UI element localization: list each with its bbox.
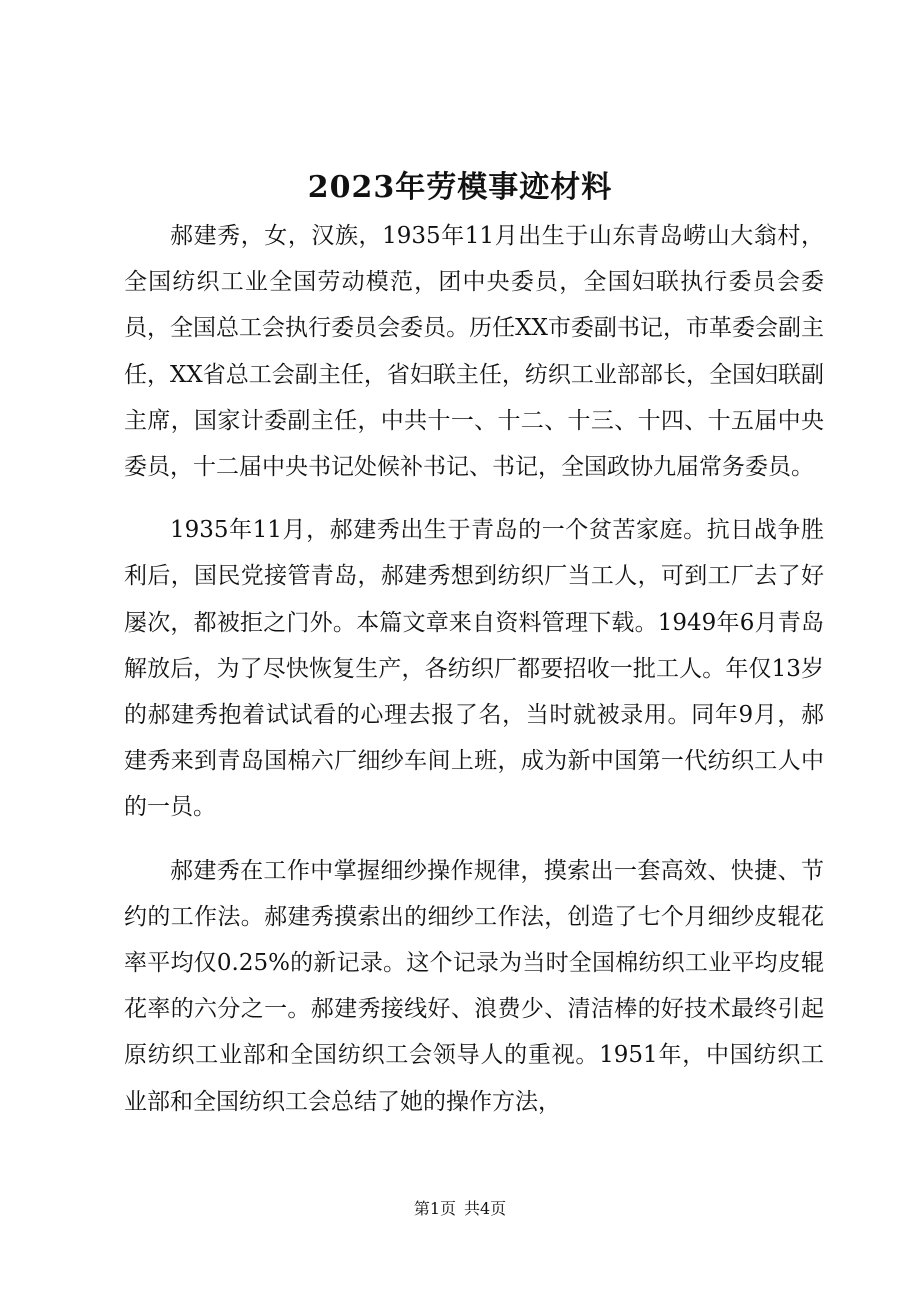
paragraph-2: 1935年11月，郝建秀出生于青岛的一个贫苦家庭。抗日战争胜利后，国民党接管青岛，郝建秀想到纺织厂当工人，可到工厂去了好屡次，都被拒之门外。本篇文章来自资料管理下载。1949年6月青岛解放后，为了尽快恢复生产，各纺织厂都要招收一批工人。年仅13岁的郝建秀抱着试试看的心理去报了名，当时就被录用。同年9月，郝建秀来到青岛国棉六厂细纱车间上班，成为新中国第一代纺织工人中的一员。 <box>124 517 824 821</box>
document-title: 2023年劳模事迹材料 <box>307 170 613 205</box>
page-number: 第1页 <box>413 1199 456 1218</box>
paragraph-1: 郝建秀，女，汉族，1935年11月出生于山东青岛崂山大翁村，全国纺织工业全国劳动模范，团中央委员，全国妇联执行委员会委员，全国总工会执行委员会委员。历任XX市委副书记，市革委会副主任，XX省总工会副主任，省妇联主任，纺织工业部部长，全国妇联副主席，国家计委副主任，中共十一、十二、十三、十四、十五届中央委员，十二届中央书记处候补书记、书记，全国政协九届常务委员。 <box>124 223 824 481</box>
total-pages: 共4页 <box>464 1199 507 1218</box>
page-footer <box>0 1197 920 1221</box>
paragraph-3: 郝建秀在工作中掌握细纱操作规律，摸索出一套高效、快捷、节约的工作法。郝建秀摸索出的细纱工作法，创造了七个月细纱皮辊花率平均仅0.25%的新记录。这个记录为当时全国棉纺织工业平均皮辊花率的六分之一。郝建秀接线好、浪费少、清洁棒的好技术最终引起原纺织工业部和全国纺织工会领导人的重视。1951年，中国纺织工业部和全国纺织工会总结了她的操作方法， <box>124 857 824 1115</box>
document-body <box>124 213 824 1142</box>
